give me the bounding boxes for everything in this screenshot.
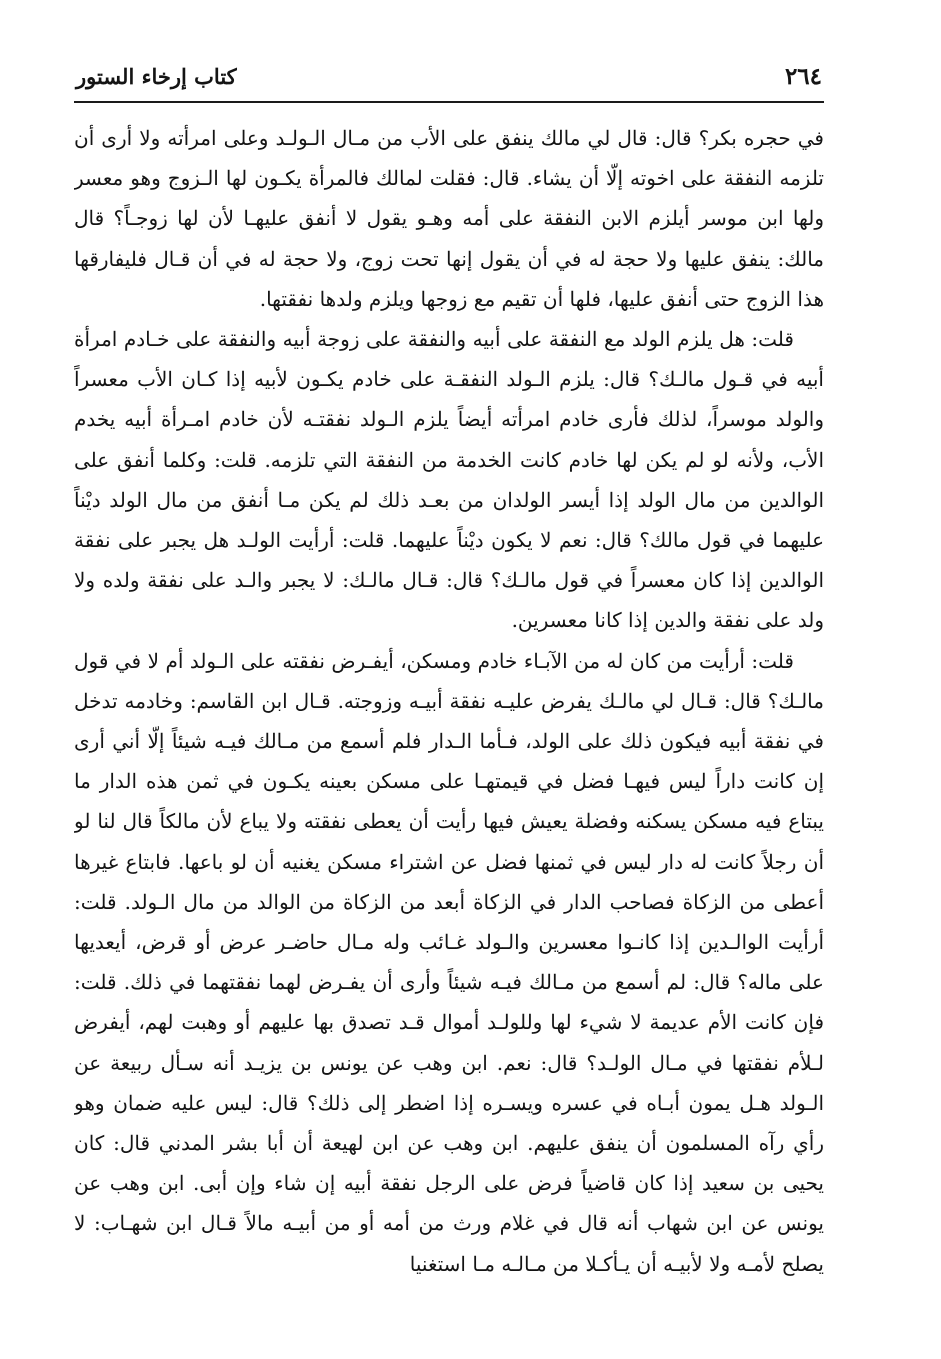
header-divider bbox=[74, 101, 824, 103]
running-title: كتاب إرخاء الستور bbox=[76, 64, 237, 89]
paragraph-1: في حجره بكر؟ قال: قال لي مالك ينفق على الأب من مـال الـولـد وعلى امرأته ولا أرى أن تلزمه النفقة على اخوته إلّا أن يشاء. قال: فقلت لمالك فالمرأة يكـون لها الـزوج وهو معسر ولها ابن موسر أيلزم الابن النفقة على أمه وهـو يقول لا أنفق عليهـا لأن لها زوجـاً؟ قال مالك: ينفق عليها ولا حجة له في أن يقول إنها تحت زوج، ولا حجة له في أن قـال فليفارقها هذا الزوج حتى أنفق عليها، فلها أن تقيم مع زوجها ويلزم ولدها نفقتها. bbox=[74, 126, 824, 311]
paragraph-2: قلت: هل يلزم الولد مع النفقة على أبيه والنفقة على زوجة أبيه والنفقة على خـادم امرأة أبيه في قـول مالـك؟ قال: يلزم الـولد النفقـة على خادم يكـون لأبيه إذا كـان الأب معسراً والولد موسراً، لذلك فأرى خادم امرأته أيضاً يلزم الـولد نفقتـه لأن خادم امـرأة أبيه يخدم الأب، ولأنه لو لم يكن لها خادم كانت الخدمة من النفقة التي تلزمه. قلت: وكلما أنفق على الوالدين من مال الولد إذا أيسر الولدان من بعـد ذلك لم يكن مـا أنفق من مال الولد ديْناً عليهما في قول مالك؟ قال: نعم لا يكون ديْناً عليهما. قلت: أرأيت الولـد هل يجبر على نفقة الوالدين إذا كان معسراً في قول مالـك؟ قال: قـال مالـك: لا يجبر والـد على نفقة ولده ولا ولد على نفقة والدين إذا كانا معسرين. bbox=[74, 327, 824, 633]
running-header bbox=[74, 56, 824, 96]
page-number: ٢٦٤ bbox=[784, 63, 822, 90]
paragraph-3: قلت: أرأيت من كان له من الآبـاء خادم ومسكن، أيفـرض نفقته على الـولد أم لا في قول مالـك؟ قال: قـال لي مالـك يفرض عليـه نفقة أبيـه وزوجته. قـال ابن القاسم: وخادمه تدخل في نفقة أبيه فيكون ذلك على الولد، فـأما الـدار فلم أسمع من مـالك فيـه شيئاً إلّا أني أرى إن كانت داراً ليس فيهـا فضل في قيمتهـا على مسكن بعينه يكـون في ثمن هذه الدار ما يبتاع فيه مسكن يسكنه وفضلة يعيش فيها رأيت أن يعطى نفقته ولا يباع لأن مالكاً قال لنا لو أن رجلاً كانت له دار ليس في ثمنها فضل عن اشتراء مسكن يغنيه أن لو باعها. فابتاع غيرها أعطى من الزكاة فصاحب الدار في الزكاة أبعد من الزكاة من الوالد من مال الـولد. قلت: أرأيت الوالـدين إذا كانـوا معسرين والـولد غـائب وله مـال حاضـر عرض أو قرض، أيعديها على ماله؟ قال: لم أسمع من مـالك فيـه شيئاً وأرى أن يفـرض لهما نفقتهما في ذلك. قلت: فإن كانت الأم عديمة لا شيء لها وللولـد أموال قـد تصدق بها عليهم أو وهبت لهم، أيفرض لـلأم نفقتها في مـال الولـد؟ قال: نعم. ابن وهب عن يونس بن يزيـد أنه سـأل ربيعة عن الـولد هـل يمون أبـاه في عسره ويسـره إذا اضطر إلى ذلك؟ قال: ليس عليه ضمان وهو رأي رآه المسلمون أن ينفق عليهم. ابن وهب عن ابن لهيعة أن أبا بشر المدني قال: كان يحيى بن سعيد إذا كان قاضياً فرض على الرجل نفقة أبيه إن شاء وإن أبى. ابن وهب عن يونس عن ابن شهاب أنه قال في غلام ورث من أمه أو من أبيـه مالاً قـال ابن شهـاب: لا يصلح لأمـه ولا لأبيـه أن يـأكـلا من مـالـه مـا استغنيا bbox=[74, 648, 824, 1276]
main-text bbox=[74, 118, 824, 1318]
